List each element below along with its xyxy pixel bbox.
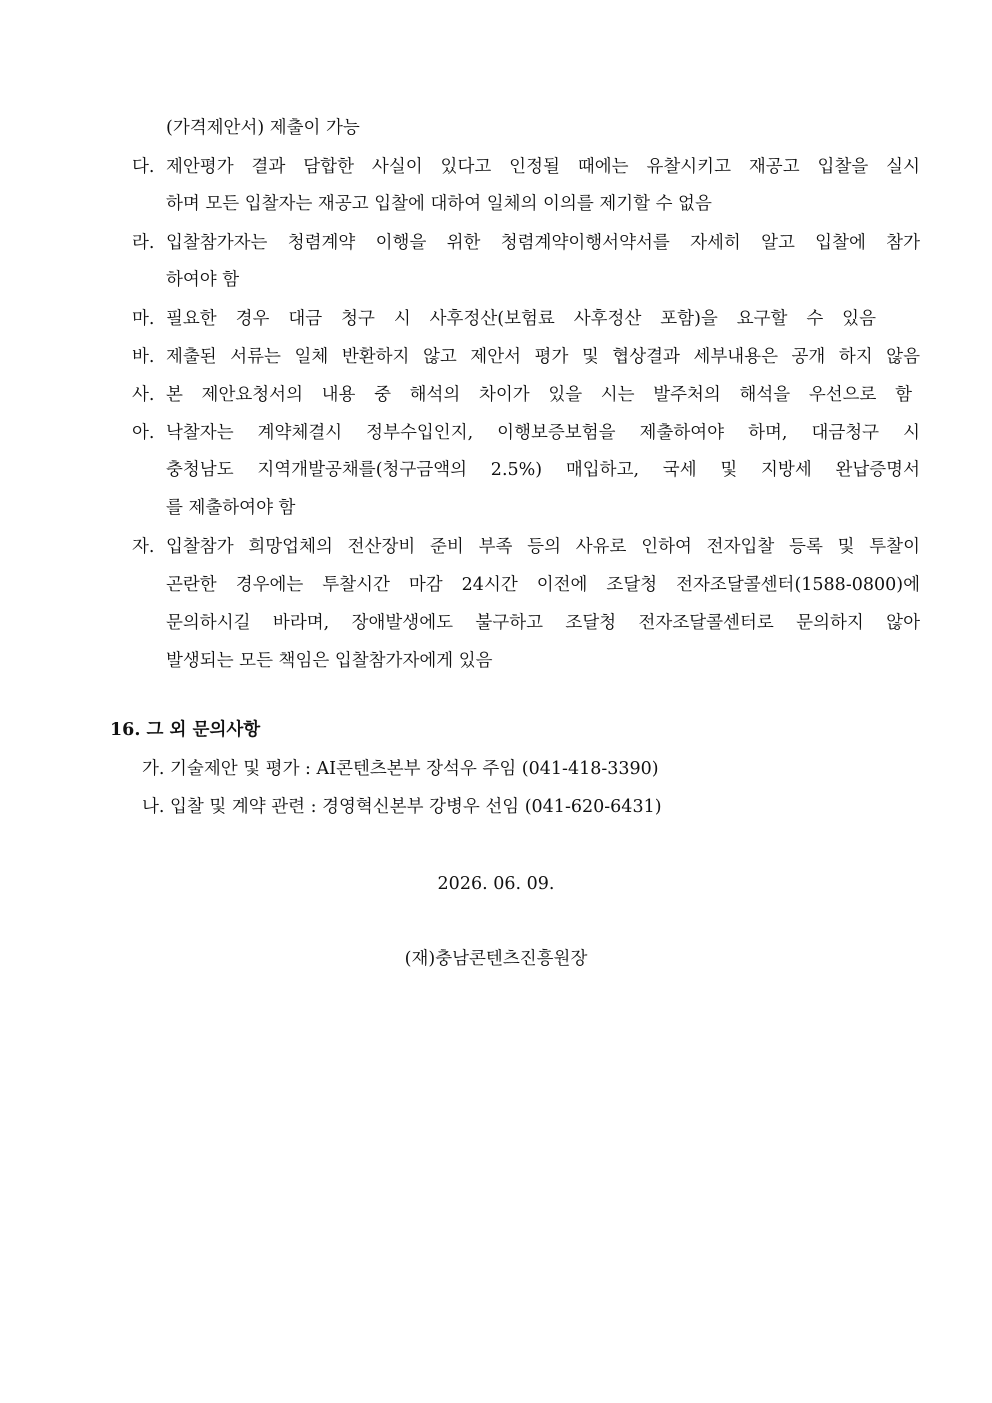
issuer-name: (재)충남콘텐츠진흥원장 [404, 949, 588, 969]
item-ra-marker: 라. [132, 233, 155, 253]
item-a-line-3: 를 제출하여야 함 [166, 498, 296, 518]
item-sa-marker: 사. [132, 385, 155, 405]
item-ja-line-1: 입찰참가 희망업체의 전산장비 준비 부족 등의 사유로 인하여 전자입찰 등록 및 투찰이 [166, 537, 920, 557]
contact-technical: 가. 기술제안 및 평가 : AI콘텐츠본부 장석우 주임 (041-418-3390) [142, 759, 659, 779]
item-ma-line-1: 필요한 경우 대금 청구 시 사후정산(보험료 사후정산 포함)을 요구할 수 있음 [166, 309, 876, 329]
item-ra-line-2: 하여야 함 [166, 270, 240, 290]
item-ma-marker: 마. [132, 309, 155, 329]
continuation-line: (가격제안서) 제출이 가능 [166, 118, 360, 138]
item-a-line-2: 충청남도 지역개발공채를(청구금액의 2.5%) 매입하고, 국세 및 지방세 완납증명서 [166, 460, 920, 480]
item-a-line-1: 낙찰자는 계약체결시 정부수입인지, 이행보증보험을 제출하여야 하며, 대금청구 시 [166, 423, 920, 443]
section-16-heading: 16. 그 외 문의사항 [110, 720, 261, 740]
item-sa-line-1: 본 제안요청서의 내용 중 해석의 차이가 있을 시는 발주처의 해석을 우선으로 함 [166, 385, 912, 405]
item-da-line-2: 하며 모든 입찰자는 재공고 입찰에 대하여 일체의 이의를 제기할 수 없음 [166, 194, 712, 214]
item-a-marker: 아. [132, 423, 155, 443]
document-date: 2026. 06. 09. [437, 874, 555, 894]
item-ja-line-2: 곤란한 경우에는 투찰시간 마감 24시간 이전에 조달청 전자조달콜센터(1588-0800)에 [166, 575, 920, 595]
item-da-line-1: 제안평가 결과 담합한 사실이 있다고 인정될 때에는 유찰시키고 재공고 입찰을 실시 [166, 157, 920, 177]
item-ja-line-3: 문의하시길 바라며, 장애발생에도 불구하고 조달청 전자조달콜센터로 문의하지 않아 [166, 613, 920, 633]
contact-contract: 나. 입찰 및 계약 관련 : 경영혁신본부 강병우 선임 (041-620-6431) [142, 797, 662, 817]
item-ra-line-1: 입찰참가자는 청렴계약 이행을 위한 청렴계약이행서약서를 자세히 알고 입찰에 참가 [166, 233, 920, 253]
item-ja-marker: 자. [132, 537, 155, 557]
item-da-marker: 다. [132, 157, 155, 177]
item-ba-line-1: 제출된 서류는 일체 반환하지 않고 제안서 평가 및 협상결과 세부내용은 공개 하지 않음 [166, 347, 920, 367]
item-ja-line-4: 발생되는 모든 책임은 입찰참가자에게 있음 [166, 651, 493, 671]
item-ba-marker: 바. [132, 347, 155, 367]
